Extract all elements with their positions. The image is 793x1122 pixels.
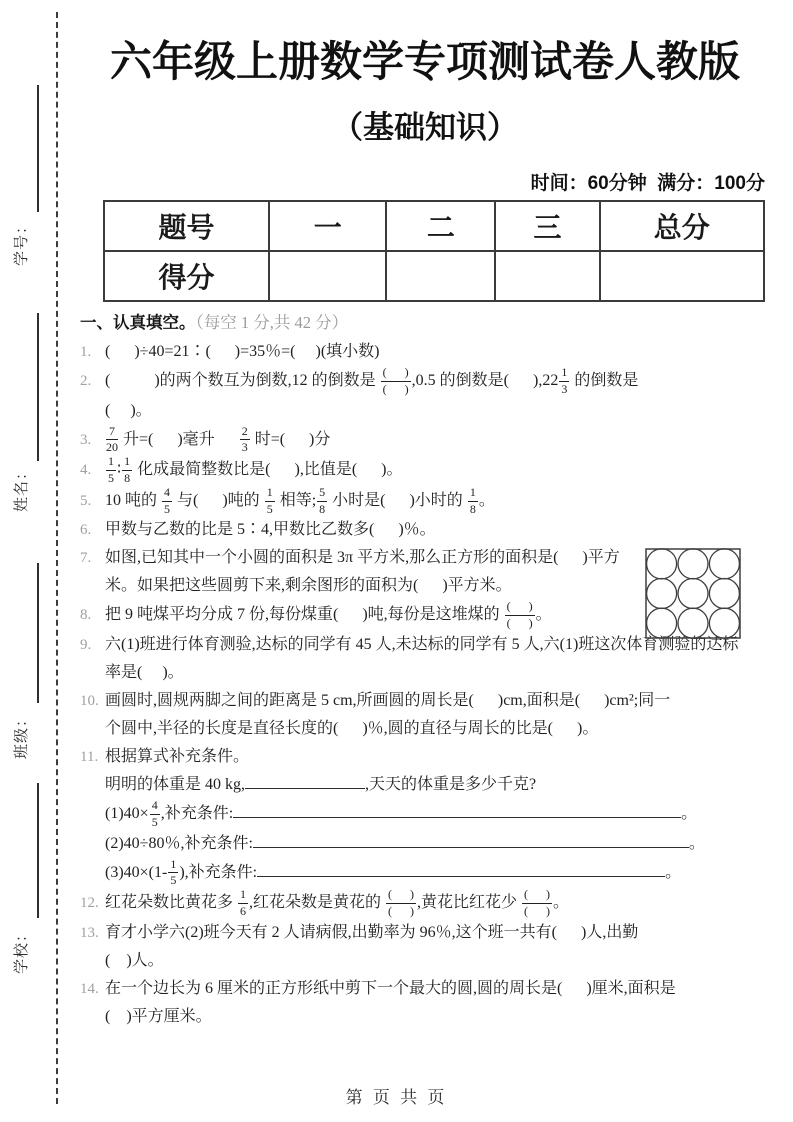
question-text: ),补充条件: bbox=[179, 863, 258, 881]
fraction-numerator: ( ) bbox=[386, 888, 416, 904]
question-line bbox=[80, 919, 770, 947]
fraction bbox=[521, 888, 553, 919]
question-line bbox=[80, 771, 770, 799]
score-table-header-question: 题号 bbox=[104, 201, 269, 251]
score-cell-one bbox=[269, 251, 386, 301]
score-cell-two bbox=[386, 251, 495, 301]
fraction-denominator: 5 bbox=[164, 501, 171, 516]
question-text: 如图,已知其中一个小圆的面积是 3π 平方米,那么正方形的面积是( )平方 bbox=[105, 549, 620, 567]
fraction-numerator: 1 bbox=[168, 858, 178, 874]
fraction-numerator: 1 bbox=[238, 888, 248, 904]
fraction-numerator: 1 bbox=[468, 486, 478, 502]
score-table bbox=[103, 200, 765, 302]
question-text: ,0.5 的倒数是( ),2 bbox=[411, 371, 551, 389]
fraction-denominator: 5 bbox=[170, 873, 177, 888]
fraction-numerator: ( ) bbox=[381, 366, 411, 382]
question-line bbox=[80, 366, 770, 397]
fraction-numerator: 7 bbox=[106, 425, 118, 441]
main-content bbox=[80, 0, 770, 1031]
page-footer: 第 页 共 页 bbox=[345, 1088, 448, 1107]
question-text: ∶ bbox=[117, 461, 122, 479]
question-text: (1)40× bbox=[105, 804, 149, 822]
question-text: ,红花朵数是黄花的 bbox=[249, 894, 386, 912]
binding-dashed-line bbox=[56, 12, 58, 1104]
question-number: 13. bbox=[80, 924, 99, 941]
question bbox=[80, 975, 770, 1031]
answer-blank bbox=[253, 832, 689, 848]
mixed-number-integer: 2 bbox=[550, 371, 559, 389]
score-table-row-label: 得分 bbox=[104, 251, 269, 301]
question-line bbox=[80, 947, 770, 975]
question-line bbox=[80, 659, 770, 687]
question-text: ( )平方厘米。 bbox=[105, 1007, 212, 1025]
school-write-line bbox=[37, 783, 39, 918]
name-label: 姓名： bbox=[14, 464, 30, 513]
question bbox=[80, 743, 770, 888]
question-text: 。 bbox=[553, 894, 570, 912]
question-text: 10 吨的 bbox=[105, 491, 162, 509]
nine-circles-figure bbox=[645, 548, 741, 644]
question-line bbox=[80, 687, 770, 715]
score-table-header-total: 总分 bbox=[600, 201, 764, 251]
question-text: 。 bbox=[478, 491, 495, 509]
paper-title: 六年级上册数学专项测试卷人教版 bbox=[109, 38, 740, 85]
fraction-denominator: ( ) bbox=[524, 903, 551, 918]
fraction bbox=[105, 425, 119, 456]
answer-blank bbox=[257, 861, 665, 877]
question-text: 在一个边长为 6 厘米的正方形纸中剪下一个最大的圆,圆的周长是( )厘米,面积是 bbox=[105, 979, 676, 997]
question-line bbox=[80, 799, 770, 830]
section-title: 一、认真填空。 bbox=[80, 313, 196, 332]
question-text: 的倒数是 bbox=[570, 371, 639, 389]
fraction-denominator: ( ) bbox=[506, 616, 533, 631]
fraction-numerator: 1 bbox=[265, 486, 275, 502]
class-label: 班级： bbox=[14, 711, 30, 760]
question-text: 把 9 吨煤平均分成 7 份,每份煤重( )吨,每份是这堆煤的 bbox=[105, 606, 504, 624]
question bbox=[80, 486, 770, 517]
question-text: (2)40÷80％,补充条件: bbox=[105, 834, 253, 852]
section-points-note: （每空 1 分,共 42 分） bbox=[195, 313, 349, 332]
question-line bbox=[80, 486, 770, 517]
score-table-header-three: 三 bbox=[495, 201, 599, 251]
fraction-numerator: 1 bbox=[106, 455, 116, 471]
question-line bbox=[80, 455, 770, 486]
question-text: 。 bbox=[681, 804, 698, 822]
question-number: 14. bbox=[80, 980, 99, 997]
question-text: 。 bbox=[688, 834, 705, 852]
question-line bbox=[80, 830, 770, 858]
question-text: 。 bbox=[665, 863, 682, 881]
question-text: 相等; bbox=[275, 491, 317, 509]
question-text: ,天天的体重是多少千克? bbox=[365, 775, 537, 793]
question-text: 米。如果把这些圆剪下来,剩余图形的面积为( )平方米。 bbox=[105, 577, 512, 595]
question-text: ( )人。 bbox=[105, 951, 164, 969]
question-number: 8. bbox=[80, 607, 92, 624]
question-text: 升=( )毫升 bbox=[119, 430, 239, 448]
class-write-line bbox=[37, 563, 39, 703]
question-text: 画圆时,圆规两脚之间的距离是 5 cm,所画圆的周长是( )cm,面积是( )cm²;同一 bbox=[105, 691, 671, 709]
fraction-denominator: 8 bbox=[124, 470, 131, 485]
question bbox=[80, 919, 770, 975]
question-text: 小时是( )小时的 bbox=[328, 491, 467, 509]
question-number: 6. bbox=[80, 522, 92, 539]
fraction-numerator: ( ) bbox=[505, 600, 535, 616]
score-cell-total bbox=[600, 251, 764, 301]
fraction bbox=[385, 888, 417, 919]
nine-circles-svg bbox=[645, 548, 741, 639]
fraction-numerator: 1 bbox=[559, 366, 569, 382]
score-table-header-two: 二 bbox=[386, 201, 495, 251]
fraction bbox=[316, 486, 328, 517]
question-text: 率是( )。 bbox=[105, 663, 184, 681]
question-text: ( )。 bbox=[105, 401, 152, 419]
question-number: 3. bbox=[80, 431, 92, 448]
fraction bbox=[237, 888, 249, 919]
fraction-denominator: 6 bbox=[240, 903, 247, 918]
question-text: 明明的体重是 40 kg, bbox=[105, 775, 246, 793]
score-cell-three bbox=[495, 251, 599, 301]
question-line bbox=[80, 338, 770, 366]
question bbox=[80, 366, 770, 425]
question-number: 10. bbox=[80, 692, 99, 709]
question-text: 根据算式补充条件。 bbox=[105, 747, 250, 765]
name-write-line bbox=[37, 313, 39, 461]
fraction-denominator: 3 bbox=[561, 381, 568, 396]
fraction bbox=[239, 425, 251, 456]
fraction-denominator: 8 bbox=[319, 501, 326, 516]
question-line bbox=[80, 516, 770, 544]
answer-blank bbox=[233, 802, 681, 818]
question-text: 红花朵数比黄花多 bbox=[105, 894, 238, 912]
question-number: 5. bbox=[80, 492, 92, 509]
questions bbox=[80, 338, 770, 1031]
school-label: 学校： bbox=[14, 926, 30, 975]
question-text: 化成最简整数比是( ),比值是( )。 bbox=[133, 461, 403, 479]
score-table-header-one: 一 bbox=[269, 201, 386, 251]
fraction bbox=[149, 799, 161, 830]
time-score-info: 时间：60分钟 满分：100分 bbox=[530, 173, 765, 194]
question-text: ,黄花比红花少 bbox=[417, 894, 522, 912]
question-number: 11. bbox=[80, 748, 99, 765]
question-line bbox=[80, 1003, 770, 1031]
question-number: 4. bbox=[80, 462, 92, 479]
question-number: 9. bbox=[80, 636, 92, 653]
question-text: 与( )吨的 bbox=[173, 491, 264, 509]
fraction-denominator: ( ) bbox=[388, 903, 415, 918]
fraction-denominator: 5 bbox=[266, 501, 273, 516]
fraction bbox=[264, 486, 276, 517]
fraction bbox=[161, 486, 173, 517]
question bbox=[80, 516, 770, 544]
question-line bbox=[80, 858, 770, 889]
question-text: (3)40×(1- bbox=[105, 863, 168, 881]
question-text: 时=( )分 bbox=[250, 430, 331, 448]
answer-blank bbox=[245, 773, 365, 789]
question-text: ( )÷40=21∶( )=35％=( )(填小数) bbox=[105, 343, 380, 360]
fraction-numerator: ( ) bbox=[522, 888, 552, 904]
student-id-label: 学号： bbox=[14, 218, 30, 267]
question-text: 个圆中,半径的长度是直径长度的( )％,圆的直径与周长的比是( )。 bbox=[105, 719, 599, 737]
fraction-denominator: 5 bbox=[108, 470, 114, 485]
fraction-numerator: 4 bbox=[162, 486, 172, 502]
student-id-write-line bbox=[37, 85, 39, 212]
fraction bbox=[167, 858, 179, 889]
fraction-denominator: 20 bbox=[106, 440, 118, 455]
question-text: ( )的两个数互为倒数,12 的倒数是 bbox=[105, 371, 380, 389]
fraction bbox=[121, 455, 133, 486]
question-line bbox=[80, 975, 770, 1003]
question-line bbox=[80, 397, 770, 425]
question-number: 12. bbox=[80, 895, 99, 912]
fraction-denominator: 3 bbox=[241, 440, 248, 455]
question bbox=[80, 338, 770, 366]
question-text: 甲数与乙数的比是 5∶4,甲数比乙数多( )％。 bbox=[105, 521, 436, 539]
question-text: 六(1)班进行体育测验,达标的同学有 45 人,未达标的同学有 5 人,六(1)班这次体育测验的达标 bbox=[105, 635, 739, 653]
question-text: 育才小学六(2)班今天有 2 人请病假,出勤率为 96％,这个班一共有( )人,出勤 bbox=[105, 923, 639, 941]
question-line bbox=[80, 425, 770, 456]
fraction bbox=[105, 455, 117, 486]
question-line bbox=[80, 743, 770, 771]
question-text: 。 bbox=[535, 606, 552, 624]
question bbox=[80, 455, 770, 486]
question-number: 2. bbox=[80, 372, 92, 389]
question bbox=[80, 425, 770, 456]
fraction-numerator: 1 bbox=[122, 455, 132, 471]
section-header bbox=[80, 310, 770, 336]
question-number: 1. bbox=[80, 344, 92, 360]
fraction bbox=[504, 600, 536, 631]
question-line bbox=[80, 888, 770, 919]
fraction-denominator: 5 bbox=[151, 814, 158, 829]
question-number: 7. bbox=[80, 550, 92, 567]
fraction-numerator: 2 bbox=[240, 425, 250, 441]
fraction bbox=[467, 486, 479, 517]
fraction-numerator: 4 bbox=[150, 799, 160, 815]
paper-subtitle: （基础知识） bbox=[332, 110, 518, 145]
question bbox=[80, 687, 770, 743]
fraction bbox=[558, 366, 570, 397]
fraction-denominator: ( ) bbox=[382, 381, 409, 396]
question-line bbox=[80, 715, 770, 743]
question-text: ,补充条件: bbox=[160, 804, 234, 822]
question bbox=[80, 888, 770, 919]
fraction bbox=[380, 366, 412, 397]
fraction-denominator: 8 bbox=[469, 501, 476, 516]
fraction-numerator: 5 bbox=[317, 486, 327, 502]
